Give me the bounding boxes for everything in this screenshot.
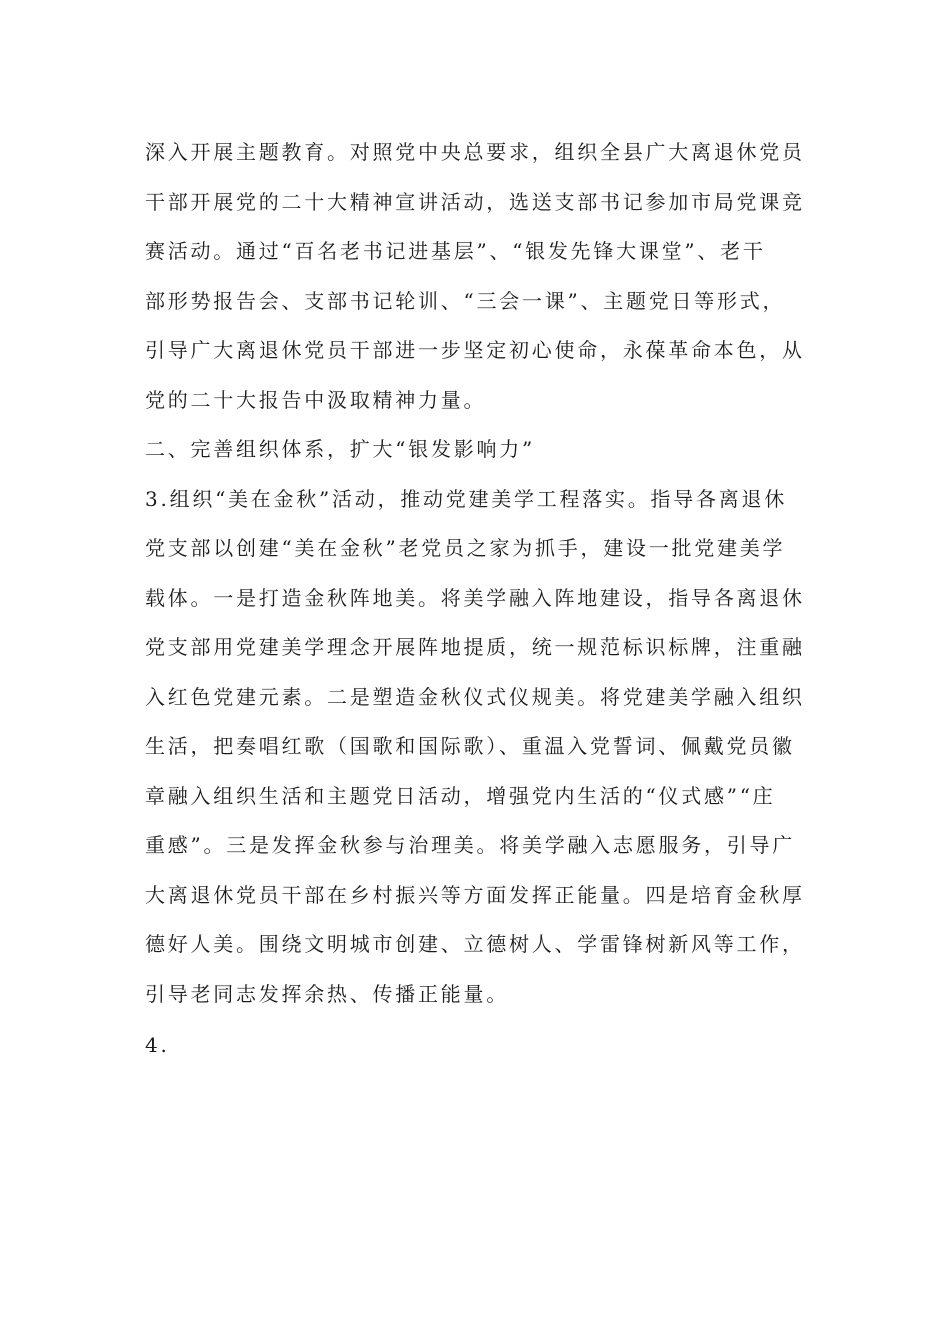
text-line: 大离退休党员干部在乡村振兴等方面发挥正能量。四是培育金秋厚 [145, 882, 805, 907]
section-heading: 二、完善组织体系，扩大“银发影响力” [145, 437, 535, 461]
text-line: 部形势报告会、支部书记轮训、“三会一课”、主题党日等形式， [145, 288, 786, 313]
text-line: 党支部用党建美学理念开展阵地提质，统一规范标识标牌，注重融 [145, 635, 805, 659]
text-line: 赛活动。通过“百名老书记进基层”、“银发先锋大课堂”、老干 [145, 239, 766, 263]
text-line: 深入开展主题教育。对照党中央总要求，组织全县广大离退休党员 [145, 140, 805, 164]
text-line: 引导广大离退休党员干部进一步坚定初心使命，永葆革命本色，从 [145, 338, 805, 362]
document-body [145, 128, 835, 1071]
text-line: 党的二十大报告中汲取精神力量。 [145, 387, 487, 412]
paragraph-item-4: 4. [145, 1033, 170, 1057]
text-line: 引导老同志发挥余热、传播正能量。 [145, 981, 509, 1006]
text-line: 干部开展党的二十大精神宣讲活动，选送支部书记参加市局党课竞 [145, 189, 805, 214]
text-line: 章融入组织生活和主题党日活动，增强党内生活的“仪式感”“庄 [145, 783, 776, 808]
text-line: 3.组织“美在金秋”活动，推动党建美学工程落实。指导各离退休 [145, 486, 788, 511]
paragraph-item-3 [145, 475, 835, 1020]
paragraph-continuation [145, 128, 835, 425]
text-line: 入红色党建元素。二是塑造金秋仪式仪规美。将党建美学融入组织 [145, 684, 805, 709]
text-line: 生活，把奏唱红歌（国歌和国际歌）、重温入党誓词、佩戴党员徽 [145, 734, 795, 758]
text-line: 载体。一是打造金秋阵地美。将美学融入阵地建设，指导各离退休 [145, 585, 805, 610]
text-line: 党支部以创建“美在金秋”老党员之家为抓手，建设一批党建美学 [145, 536, 786, 560]
text-line: 德好人美。围绕文明城市创建、立德树人、学雷锋树新风等工作， [145, 932, 805, 956]
text-line: 重感”。三是发挥金秋参与治理美。将美学融入志愿服务，引导广 [145, 833, 795, 857]
